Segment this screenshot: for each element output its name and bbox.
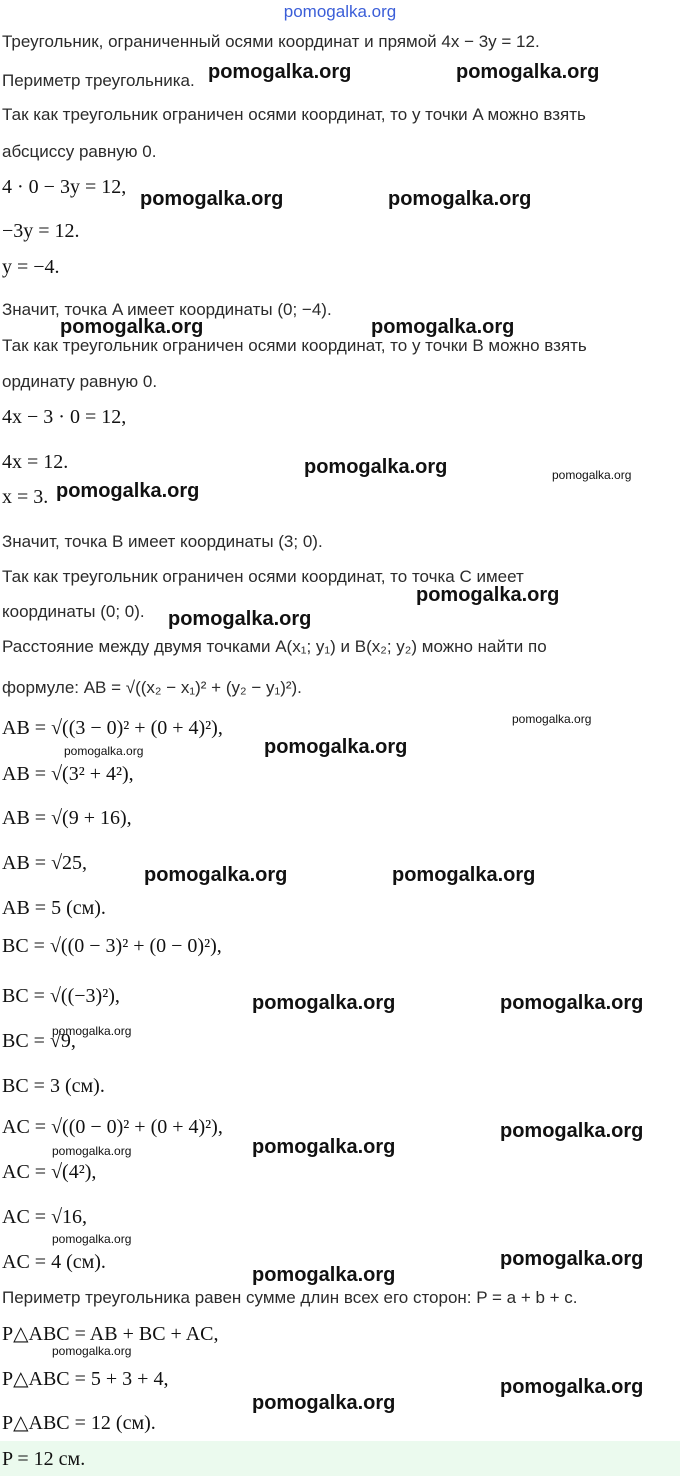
text-line: формуле: AB = √((x₂ − x₁)² + (y₂ − y₁)²).: [2, 678, 302, 697]
watermark: pomogalka.org: [500, 1376, 644, 1398]
watermark: pomogalka.org: [52, 1344, 132, 1358]
math-line: AC = √16,: [2, 1206, 88, 1228]
text-line: Так как треугольник ограничен осями координат, то точка C имеет: [2, 567, 524, 586]
text-line: Так как треугольник ограничен осями координат, то у точки B можно взять: [2, 336, 587, 355]
math-line: x = 3.: [2, 486, 49, 508]
math-line: −3y = 12.: [2, 220, 80, 242]
watermark: pomogalka.org: [512, 712, 592, 726]
watermark: pomogalka.org: [252, 1392, 396, 1414]
watermark: pomogalka.org: [264, 736, 408, 758]
watermark: pomogalka.org: [371, 316, 515, 338]
text-line: Так как треугольник ограничен осями координат, то у точки A можно взять: [2, 105, 586, 124]
math-line: y = −4.: [2, 256, 60, 278]
watermark: pomogalka.org: [388, 188, 532, 210]
text-line: Значит, точка A имеет координаты (0; −4).: [2, 300, 332, 319]
text-line: Значит, точка B имеет координаты (3; 0).: [2, 532, 323, 551]
text-line: абсциссу равную 0.: [2, 142, 157, 161]
text-line: Расстояние между двумя точками A(x₁; y₁) и B(x₂; y₂) можно найти по: [2, 637, 547, 656]
text-line: Периметр треугольника равен сумме длин всех его сторон: P = a + b + c.: [2, 1288, 578, 1307]
final-answer: P = 12 см.: [2, 1448, 86, 1470]
watermark: pomogalka.org: [168, 608, 312, 630]
math-line: 4x = 12.: [2, 451, 69, 473]
text-line: координаты (0; 0).: [2, 602, 145, 621]
watermark: pomogalka.org: [500, 1248, 644, 1270]
site-logo[interactable]: pomogalka.org: [283, 2, 397, 21]
math-line: AC = √((0 − 0)² + (0 + 4)²),: [2, 1116, 223, 1138]
watermark: pomogalka.org: [52, 1024, 132, 1038]
watermark: pomogalka.org: [500, 992, 644, 1014]
watermark: pomogalka.org: [416, 584, 560, 606]
math-line: AB = √((3 − 0)² + (0 + 4)²),: [2, 717, 223, 739]
text-line: Треугольник, ограниченный осями координат и прямой 4x − 3y = 12.: [2, 32, 540, 51]
watermark: pomogalka.org: [52, 1144, 132, 1158]
math-line: AB = √(9 + 16),: [2, 807, 132, 829]
watermark: pomogalka.org: [456, 61, 600, 83]
watermark: pomogalka.org: [56, 480, 200, 502]
math-line: P△ABC = 12 (см).: [2, 1412, 156, 1434]
math-line: P△ABC = 5 + 3 + 4,: [2, 1368, 169, 1390]
math-line: BC = √9,: [2, 1030, 76, 1052]
watermark: pomogalka.org: [252, 1136, 396, 1158]
watermark: pomogalka.org: [144, 864, 288, 886]
watermark: pomogalka.org: [64, 744, 144, 758]
math-line: AC = 4 (см).: [2, 1251, 106, 1273]
watermark: pomogalka.org: [392, 864, 536, 886]
math-line: 4x − 3 · 0 = 12,: [2, 406, 127, 428]
watermark: pomogalka.org: [208, 61, 352, 83]
text-line: Периметр треугольника.: [2, 71, 195, 90]
watermark: pomogalka.org: [552, 468, 632, 482]
math-line: AB = 5 (см).: [2, 897, 106, 919]
math-line: BC = 3 (см).: [2, 1075, 105, 1097]
answer-box: [0, 1441, 680, 1476]
watermark: pomogalka.org: [252, 1264, 396, 1286]
math-line: AB = √(3² + 4²),: [2, 763, 134, 785]
watermark: pomogalka.org: [500, 1120, 644, 1142]
math-line: BC = √((−3)²),: [2, 985, 120, 1007]
math-line: AC = √(4²),: [2, 1161, 97, 1183]
text-line: ординату равную 0.: [2, 372, 158, 391]
watermark: pomogalka.org: [140, 188, 284, 210]
watermark: pomogalka.org: [304, 456, 448, 478]
watermark: pomogalka.org: [60, 316, 204, 338]
math-line: AB = √25,: [2, 852, 88, 874]
math-line: BC = √((0 − 3)² + (0 − 0)²),: [2, 935, 222, 957]
math-line: 4 · 0 − 3y = 12,: [2, 176, 127, 198]
math-line: P△ABC = AB + BC + AC,: [2, 1323, 219, 1345]
watermark: pomogalka.org: [52, 1232, 132, 1246]
watermark: pomogalka.org: [252, 992, 396, 1014]
